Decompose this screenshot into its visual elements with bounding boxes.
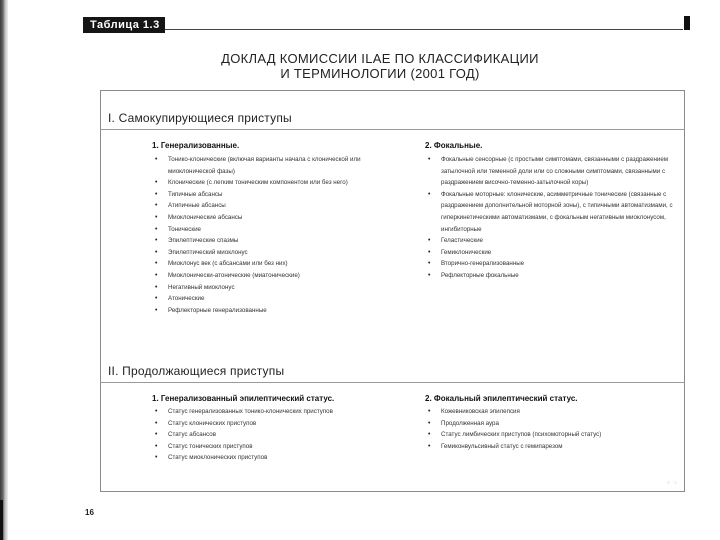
section-2-right-list [425,406,675,452]
section-2-right-heading: 2. Фокальный эпилептический статус. [425,394,578,403]
list-item: • Рефлекторные фокальные [425,270,675,282]
list-item: • Тонические [152,224,400,236]
title-line-2: И ТЕРМИНОЛОГИИ (2001 ГОД) [280,66,480,81]
section-2-title: II. Продолжающиеся приступы [108,364,285,378]
section-1-right-heading: 2. Фокальные. [425,141,483,150]
scan-corner-mark: ⁘ ⁘ [666,481,678,487]
list-item: • Негативный миоклонус [152,282,400,294]
list-item: • Рефлекторные генерализованные [152,305,400,317]
section-1-right-list [425,154,675,282]
list-item: • Клонические (с легким тоническим компонентом или без него) [152,177,400,189]
list-item: • Тонико-клонические (включая варианты начала с клонической или миоклонической фазы) [152,154,400,177]
document-title [200,51,560,81]
list-item: • Атипичные абсансы [152,200,400,212]
list-item: • Типичные абсансы [152,189,400,201]
list-item: • Статус абсансов [152,429,400,441]
list-item: • Продолженная аура [425,418,675,430]
section-2-left-heading: 1. Генерализованный эпилептический статус. [152,394,335,403]
list-item: • Статус лимбических приступов (психомоторный статус) [425,429,675,441]
section-1-title: I. Самокупирующиеся приступы [108,111,292,125]
scan-edge-mark [0,500,3,540]
section-2-left-list [152,406,400,464]
section-1-left-heading: 1. Генерализованные. [152,141,240,150]
list-item: • Вторично-генерализованные [425,258,675,270]
list-item: • Статус клонических приступов [152,418,400,430]
scan-binding-edge [0,0,8,540]
list-item: • Эпилептические спазмы [152,235,400,247]
list-item: • Эпилептический миоклонус [152,247,400,259]
title-line-1: ДОКЛАД КОМИССИИ ILAE ПО КЛАССИФИКАЦИИ [221,51,539,66]
header-notch [684,16,690,30]
list-item: • Гемиклонические [425,247,675,259]
page-number: 16 [85,508,94,517]
list-item: • Кожевниковская эпилепсия [425,406,675,418]
header-rule [165,29,683,30]
list-item: • Геластические [425,235,675,247]
list-item: • Миоклонически-атонические (миатонические) [152,270,400,282]
list-item: • Статус миоклонических приступов [152,452,400,464]
section-1-rule [100,129,685,130]
list-item: • Атонические [152,293,400,305]
list-item: • Фокальные сенсорные (с простыми симптомами, связанными с раздражением затылочной или теменной доли или со сложными симптомами, связанными с раздражением височно-теменно-затылочной коры) [425,154,675,189]
section-1-left-list [152,154,400,316]
section-2-rule [100,382,685,383]
list-item: • Миоклонус век (с абсансами или без них) [152,258,400,270]
list-item: • Фокальные моторные: клонические, асимметричные тонические (связанные с раздражением дополнительной моторной зоны), с типичными автоматизмами, с гиперкинетическими автоматизмами, с фокальным негативным миоклонусом, ингибиторные [425,189,675,235]
list-item: • Гемиконвульсивный статус с гемипарезом [425,441,675,453]
list-item: • Статус генерализованных тонико-клонических приступов [152,406,400,418]
table-label: Таблица 1.3 [83,17,165,33]
list-item: • Статус тонических приступов [152,441,400,453]
list-item: • Миоклонические абсансы [152,212,400,224]
